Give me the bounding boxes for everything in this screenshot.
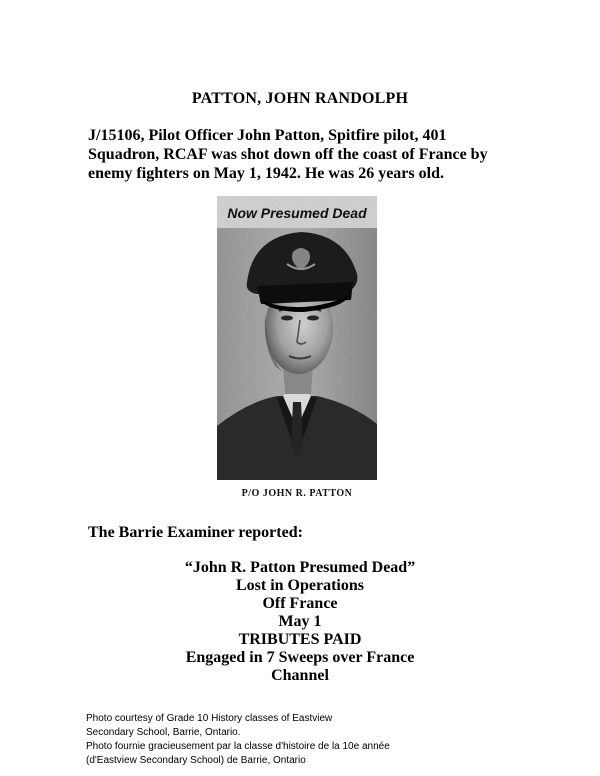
reported-label: The Barrie Examiner reported: (88, 524, 303, 541)
intro-line: J/15106, Pilot Officer John Patton, Spitfire pilot, 401 (88, 127, 447, 144)
headline-line: Lost in Operations (235, 577, 364, 594)
headline-line: May 1 (278, 613, 322, 630)
headline-line: TRIBUTES PAID (238, 631, 362, 648)
credit-line: Photo fournie gracieusement par la classe d'histoire de la 10e année (86, 741, 390, 752)
newspaper-photo (217, 196, 377, 506)
intro-line: Squadron, RCAF was shot down off the coast of France by (88, 146, 488, 163)
headline-line: Off France (262, 595, 338, 612)
photo-header-text: Now Presumed Dead (227, 205, 367, 221)
page-title: PATTON, JOHN RANDOLPH (191, 90, 409, 107)
photo-credits (86, 712, 586, 768)
headline-line: Channel (271, 667, 329, 684)
intro-line: enemy fighters on May 1, 1942. He was 26 years old. (88, 165, 444, 182)
headline-line: “John R. Patton Presumed Dead” (184, 559, 416, 576)
headline-line: Engaged in 7 Sweeps over France (185, 649, 415, 666)
intro-paragraph (88, 126, 548, 183)
portrait-image (217, 196, 377, 506)
newspaper-headline (0, 559, 600, 685)
credit-line: Photo courtesy of Grade 10 History classes of Eastview (86, 713, 333, 724)
photo-caption-text: P/O JOHN R. PATTON (241, 488, 353, 499)
credit-line: Secondary School, Barrie, Ontario. (86, 727, 241, 738)
credit-line: (d'Eastview Secondary School) de Barrie, Ontario (86, 755, 306, 766)
